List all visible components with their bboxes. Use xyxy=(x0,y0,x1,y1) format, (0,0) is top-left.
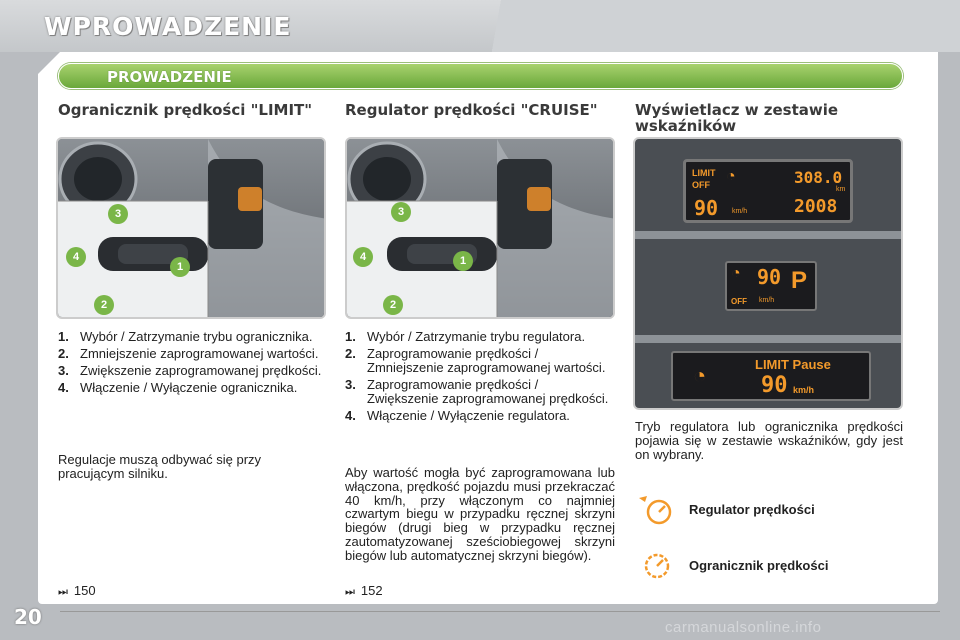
cluster-divider xyxy=(635,335,903,343)
col1-note: Regulacje muszą odbywać się przy pracującym silniku. xyxy=(58,452,262,481)
limiter-speedometer-icon xyxy=(637,548,677,582)
limiter-display-icon: ◔ xyxy=(731,265,741,282)
page-ref-arrow-icon: ⏭ xyxy=(345,586,355,598)
legend-limiter xyxy=(637,548,828,582)
cruise-speedometer-icon xyxy=(637,492,677,526)
col3-note: Tryb regulatora lub ogranicznika prędkości pojawia się w zestawie wskaźników, gdy jest on wybrany. xyxy=(635,419,903,462)
callout-4: 4 xyxy=(66,247,86,267)
col2-heading: Regulator prędkości "CRUISE" xyxy=(345,101,598,119)
col2-list xyxy=(345,330,613,426)
speed-unit: km/h xyxy=(759,297,775,304)
col1-list xyxy=(58,330,328,398)
col1-heading: Ogranicznik prędkości "LIMIT" xyxy=(58,101,313,119)
page-ref-arrow-icon: ⏭ xyxy=(58,586,68,598)
callout-2: 2 xyxy=(383,295,403,315)
col1-page-ref[interactable]: ⏭ 150 xyxy=(58,583,96,598)
callout-1: 1 xyxy=(453,251,473,271)
legend-label: Regulator prędkości xyxy=(689,501,815,517)
limiter-stalk-photo xyxy=(56,137,326,319)
limiter-display-icon: ◔ xyxy=(726,168,736,185)
col2-page-ref[interactable]: ⏭ 152 xyxy=(345,583,383,598)
page-number: 20 xyxy=(14,605,42,629)
speed-value: 90 xyxy=(757,265,782,289)
odometer-value: 308.0 xyxy=(794,168,843,187)
cluster-display-2 xyxy=(725,261,817,311)
limiter-display-icon: ◔ xyxy=(693,363,707,388)
odometer-unit: km xyxy=(836,186,846,193)
footer-rule xyxy=(60,611,940,612)
watermark: carmanualsonline.info xyxy=(665,619,822,636)
legend-cruise xyxy=(637,492,815,526)
cluster-display-1 xyxy=(683,159,853,223)
limit-label: LIMIT xyxy=(692,168,716,178)
list-item: 1. Wybór / Zatrzymanie trybu regulatora. xyxy=(345,329,586,344)
list-item: 1. Wybór / Zatrzymanie trybu ogranicznika. xyxy=(58,329,313,344)
col3-heading: Wyświetlacz w zestawie wskaźników xyxy=(635,101,839,135)
banner-label: PROWADZENIE xyxy=(107,68,232,86)
cluster-display-3 xyxy=(671,351,871,401)
section-banner xyxy=(58,63,903,89)
list-item: 2. Zaprogramowanie prędkości / Zmniejszenie zaprogramowanej wartości. xyxy=(345,346,606,375)
speed-value: 90 xyxy=(694,196,719,220)
limiter-stalk-illustration xyxy=(58,139,326,319)
page-title: WPROWADZENIE xyxy=(44,12,292,41)
callout-1: 1 xyxy=(170,257,190,277)
speed-value: 90 xyxy=(761,373,788,398)
park-indicator: P xyxy=(791,267,808,294)
list-item: 2. Zmniejszenie zaprogramowanej wartości. xyxy=(58,346,319,361)
list-item: 4. Włączenie / Wyłączenie regulatora. xyxy=(345,408,570,423)
off-label: OFF xyxy=(692,180,710,190)
legend-label: Ogranicznik prędkości xyxy=(689,557,829,573)
cruise-stalk-illustration xyxy=(347,139,615,319)
col2-note: Aby wartość mogła być zaprogramowana lub włączona, prędkość pojazdu musi przekraczać 40 km/h, przy włączonym co najmniej czwartym biegu w przypadku ręcznej skrzyni biegów (drugi bieg w przypadku ręcznej zautomatyzowanej sześciobiegowej skrzyni biegów lub automatycznej skrzyni biegów). xyxy=(345,465,615,563)
cruise-stalk-photo xyxy=(345,137,615,319)
list-item: 3. Zaprogramowanie prędkości / Zwiększenie zaprogramowanej prędkości. xyxy=(345,377,609,406)
instrument-cluster-photo xyxy=(633,137,903,410)
cluster-divider xyxy=(635,231,903,239)
callout-3: 3 xyxy=(391,202,411,222)
list-item: 3. Zwiększenie zaprogramowanej prędkości. xyxy=(58,363,322,378)
speed-unit: km/h xyxy=(732,208,748,215)
trip-value: 2008 xyxy=(794,196,838,217)
callout-4: 4 xyxy=(353,247,373,267)
callout-3: 3 xyxy=(108,204,128,224)
speed-unit: km/h xyxy=(793,385,815,395)
off-label: OFF xyxy=(731,297,747,306)
list-item: 4. Włączenie / Wyłączenie ogranicznika. xyxy=(58,380,298,395)
limit-pause-label: LIMIT Pause xyxy=(755,357,831,372)
callout-2: 2 xyxy=(94,295,114,315)
